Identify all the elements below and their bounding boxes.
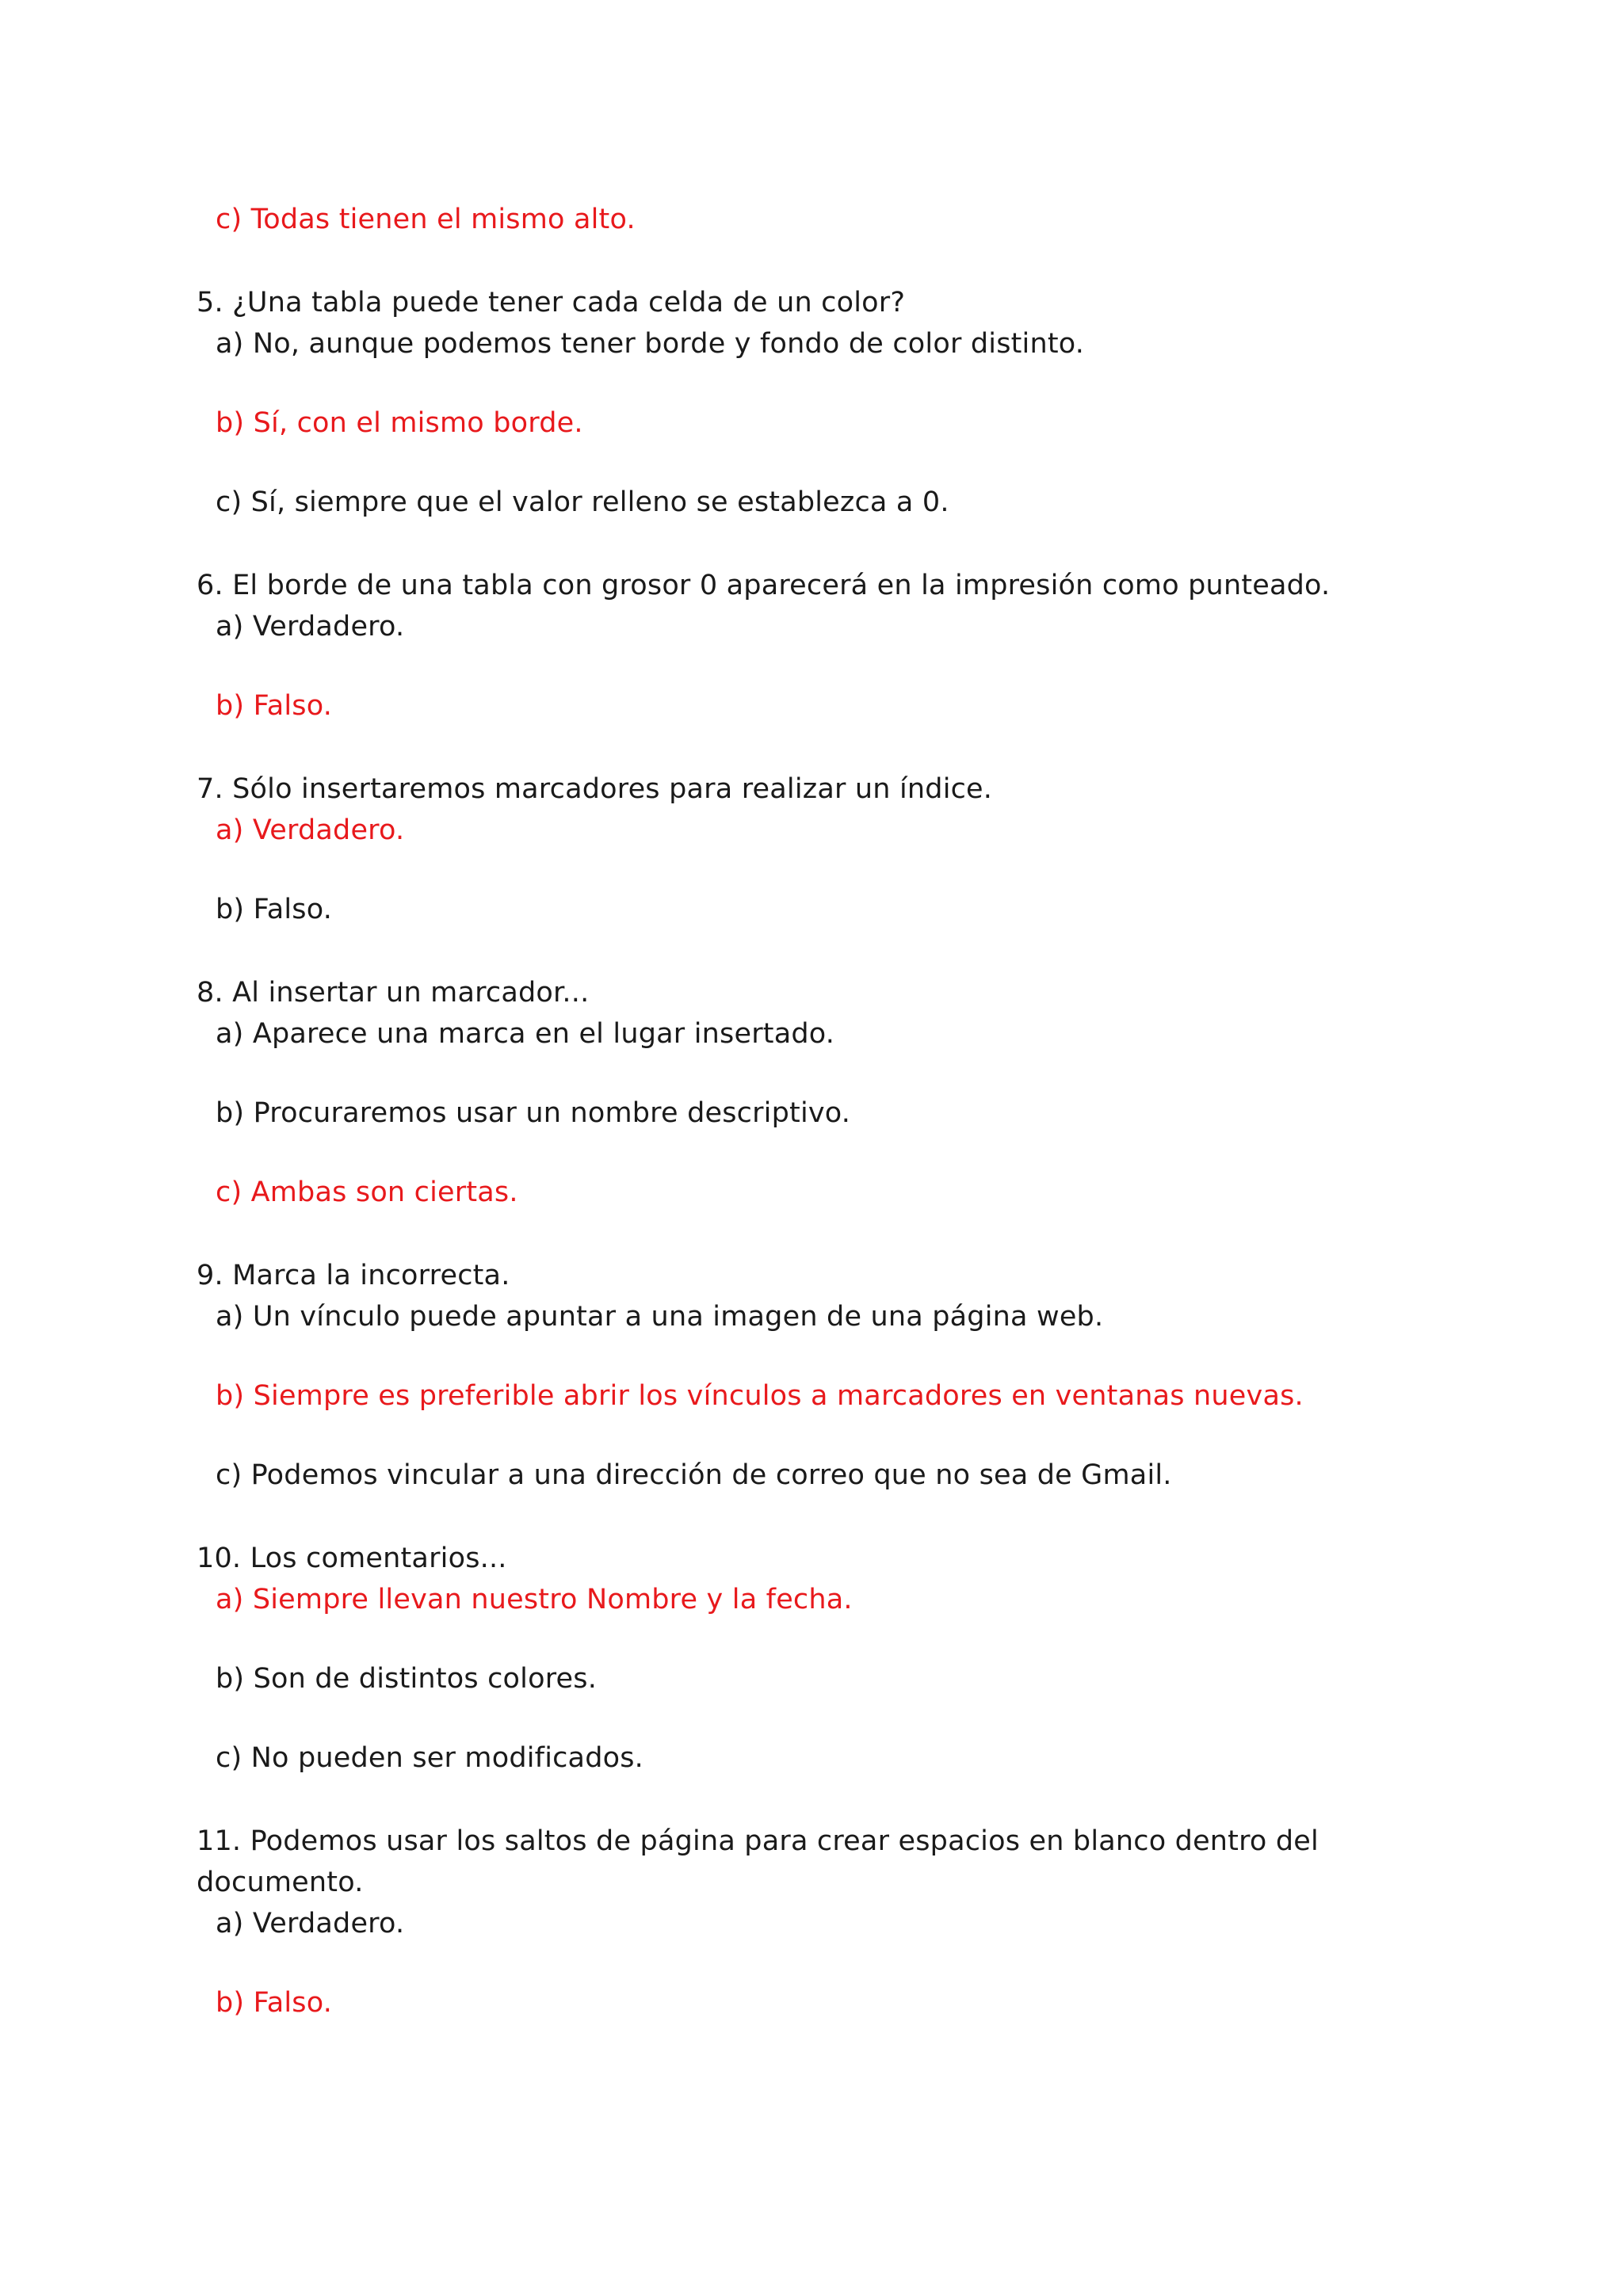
q5-question: 5. ¿Una tabla puede tener cada celda de un color? — [197, 287, 906, 318]
q8-option-a: a) Aparece una marca en el lugar insertado. — [216, 1018, 835, 1050]
q9-option-b-correct: b) Siempre es preferible abrir los vínculos a marcadores en ventanas nuevas. — [216, 1380, 1304, 1412]
q4-option-c-correct: c) Todas tienen el mismo alto. — [216, 204, 636, 235]
q9-question: 9. Marca la incorrecta. — [197, 1260, 510, 1291]
q10-option-c: c) No pueden ser modificados. — [216, 1742, 643, 1774]
q11-option-a: a) Verdadero. — [216, 1908, 405, 1939]
q9-option-c: c) Podemos vincular a una dirección de correo que no sea de Gmail. — [216, 1459, 1172, 1491]
q11-question-line2: documento. — [197, 1867, 364, 1898]
q6-option-a: a) Verdadero. — [216, 611, 405, 643]
q7-option-b: b) Falso. — [216, 894, 333, 925]
q5-option-c: c) Sí, siempre que el valor relleno se establezca a 0. — [216, 486, 949, 518]
q10-option-a-correct: a) Siempre llevan nuestro Nombre y la fecha. — [216, 1584, 853, 1615]
q9-option-a: a) Un vínculo puede apuntar a una imagen de una página web. — [216, 1301, 1104, 1333]
q6-option-b-correct: b) Falso. — [216, 690, 333, 722]
q8-option-b: b) Procuraremos usar un nombre descriptivo. — [216, 1097, 851, 1129]
q6-question: 6. El borde de una tabla con grosor 0 aparecerá en la impresión como punteado. — [197, 570, 1331, 601]
q10-question: 10. Los comentarios... — [197, 1543, 507, 1574]
q7-question: 7. Sólo insertaremos marcadores para realizar un índice. — [197, 773, 993, 805]
q8-question: 8. Al insertar un marcador... — [197, 977, 590, 1009]
q5-option-a: a) No, aunque podemos tener borde y fondo de color distinto. — [216, 328, 1085, 360]
q11-option-b-correct: b) Falso. — [216, 1987, 333, 2019]
q11-question-line1: 11. Podemos usar los saltos de página para crear espacios en blanco dentro del — [197, 1825, 1319, 1857]
q7-option-a-correct: a) Verdadero. — [216, 814, 405, 846]
q8-option-c-correct: c) Ambas son ciertas. — [216, 1177, 518, 1208]
q10-option-b: b) Son de distintos colores. — [216, 1663, 598, 1695]
q5-option-b-correct: b) Sí, con el mismo borde. — [216, 407, 583, 439]
